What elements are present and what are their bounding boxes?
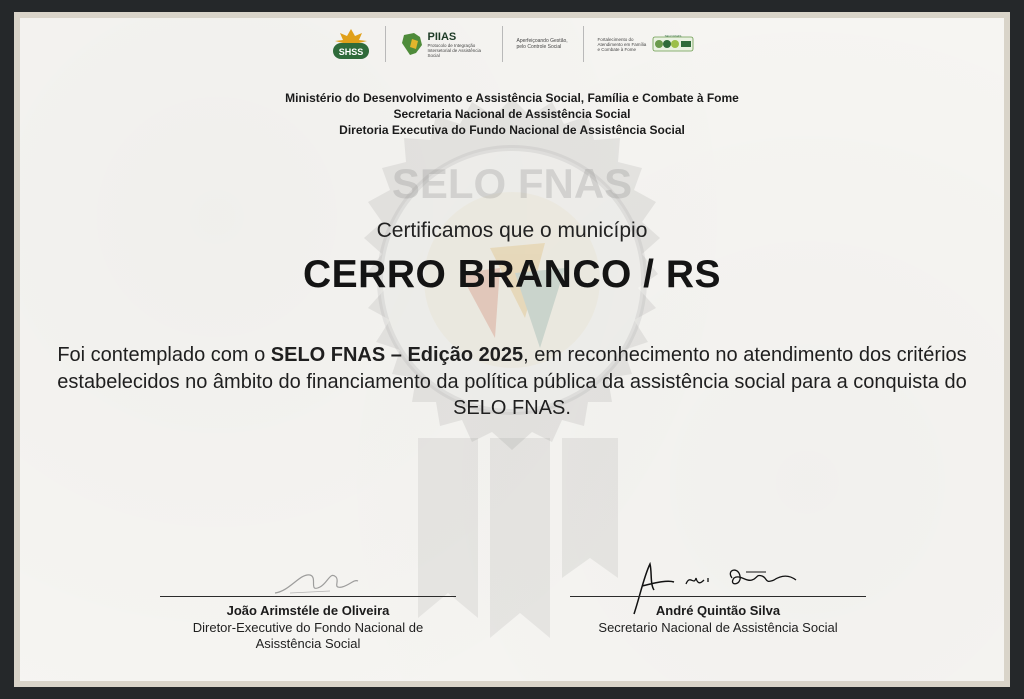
shss-emblem-icon	[331, 27, 371, 61]
brazil-map-icon	[400, 31, 424, 57]
certificate-paper	[20, 18, 1004, 681]
watermark-text: SELO FNAS	[391, 160, 633, 207]
body-text-part1: Foi contemplado com o	[57, 344, 271, 366]
selo-badge-icon	[652, 35, 694, 53]
left-role-line2: Asisstência Social	[255, 636, 361, 651]
partner-logos	[20, 22, 1004, 66]
body-text-bold: SELO FNAS – Edição 2025	[270, 344, 524, 366]
piias-subtitle: Protocolo de Integração Intersetorial de Assistência Social	[427, 42, 482, 58]
piias-title: PIIAS	[427, 30, 457, 43]
certificate-intro: Certificamos que o município	[376, 219, 648, 242]
left-signature-line	[160, 596, 456, 597]
left-signatory-role	[160, 620, 456, 652]
left-role-line1: Diretor-Executive do Fondo Nacional de	[192, 620, 424, 635]
municipality-name: CERRO BRANCO / RS	[302, 253, 722, 296]
secretariat-name: Secretaria Nacional de Assistência Social	[393, 107, 631, 121]
ministry-name: Ministério do Desenvolvimento e Assistência Social, Família e Combate à Fome	[285, 91, 739, 105]
right-signatory-role: Secretario Nacional de Assistência Social	[598, 620, 838, 635]
right-logo	[584, 25, 708, 63]
institution-header	[20, 90, 1004, 138]
selo-badge-text: SELO FNAS	[664, 35, 681, 38]
middle-logo-text: Aperfeiçoando Gestão, pelo Controle Social	[516, 38, 568, 50]
middle-logo	[503, 25, 583, 63]
piias-logo	[386, 25, 502, 63]
shss-logo	[317, 25, 385, 63]
shss-logo-text: SHSS	[338, 47, 363, 57]
right-signature-line	[570, 596, 866, 597]
body-text-part2: , em reconhecimento no atendimento dos critérios estabelecidos no âmbito do financiamento da política pública da assistência social para a conquista do SELO FNAS.	[57, 344, 967, 419]
directorate-name: Diretoria Executiva do Fundo Nacional de Assistência Social	[339, 123, 685, 137]
left-signatory-name: João Arimstéle de Oliveira	[226, 603, 390, 618]
certificate-body	[50, 342, 974, 422]
right-signatory-name: André Quintão Silva	[655, 603, 781, 618]
right-logo-text: Fortalecimento do Atendimento em Família e Combate à Fome	[597, 36, 647, 52]
left-signature-scribble	[270, 563, 360, 599]
